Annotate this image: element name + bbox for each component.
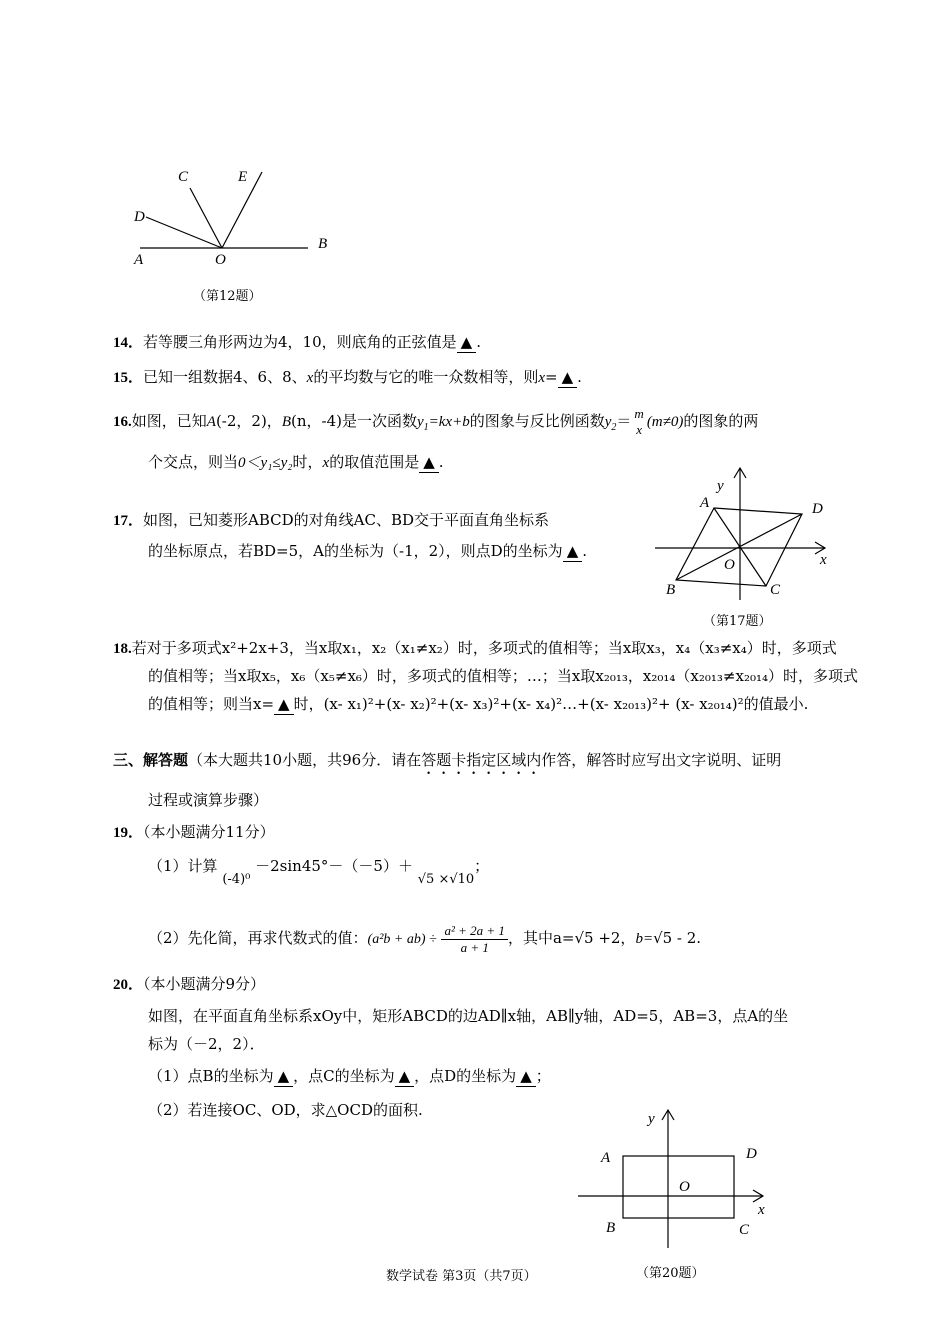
- question-18-line-3: [148, 694, 808, 715]
- fig17-caption: （第17题）: [703, 614, 772, 629]
- q17-line2: 的坐标原点，若BD=5，A的坐标为（-1，2），则点D的坐标为: [148, 542, 563, 560]
- fig20-label-c: C: [739, 1222, 750, 1238]
- q20-blank-c: ▲: [395, 1066, 415, 1087]
- q16-line2a: 个交点，则当: [148, 453, 239, 471]
- q16-eq2: ＝: [616, 412, 632, 430]
- fig17-label-b: B: [666, 582, 676, 598]
- q16-eq1: =kx+b: [428, 414, 470, 430]
- q16-ineq: 0＜y₁≤y₂: [238, 455, 293, 471]
- q16-line1d: 的图象的两: [683, 412, 759, 430]
- section-3-desc1: （本大题共10小题，共96分．请在: [188, 751, 422, 769]
- q15-blank: ▲: [558, 367, 578, 388]
- q16-point-b: B: [281, 414, 291, 430]
- q18-number: 18.: [113, 641, 132, 657]
- q17-end: .: [582, 542, 588, 560]
- q15-pre: 已知一组数据4、6、8、: [143, 368, 307, 386]
- q17-blank: ▲: [563, 541, 583, 562]
- question-19-header: [113, 822, 275, 843]
- fig17-label-a: A: [700, 495, 710, 511]
- q19-p2-fraction: [441, 923, 507, 956]
- question-14: [113, 332, 481, 353]
- q20-p2: （2）若连接OC、OD，求△OCD的面积.: [148, 1101, 423, 1119]
- question-16-line-1: [113, 402, 758, 441]
- q18-line3a: 的值相等；则当x=: [148, 695, 275, 713]
- q19-p1-expr1: (-4)⁰: [222, 872, 251, 887]
- q20-blank-b: ▲: [274, 1066, 294, 1087]
- q20-line2: 标为（－2，2）．: [148, 1035, 265, 1053]
- q19-p2-lhs: (a²b + ab) ÷: [367, 932, 437, 947]
- q15-number: 15．: [113, 370, 144, 386]
- q16-blank: ▲: [419, 452, 439, 473]
- q16-frac-den: x: [636, 422, 642, 437]
- q18-line3b: 时，(x- x₁)²+(x- x₂)²+(x- x₃)²+(x- x₄)²…+(x- x₂₀₁₃)²+ (x- x₂₀₁₄)²的值最小.: [293, 695, 809, 713]
- q15-var-x: x: [306, 370, 314, 386]
- q20-score: （本小题满分9分）: [143, 975, 266, 993]
- q19-p1-expr3: √5 ×√10: [417, 872, 475, 887]
- question-15: [113, 367, 582, 388]
- q19-p1-expr2: －2sin45°－（－5）＋: [255, 857, 413, 875]
- fig17-diag-bd: [676, 514, 802, 580]
- fig12-label-c: C: [178, 169, 189, 185]
- question-20-header: [113, 974, 265, 995]
- section-3-line-2: [148, 790, 268, 810]
- fig12-ray-od: [146, 217, 222, 248]
- q18-line2: 的值相等；当x取x₅，x₆（x₅≠x₆）时，多项式的值相等；…；当x取x₂₀₁₃，x₂₀₁₄（x₂₀₁₃≠x₂₀₁₄）时，多项式: [148, 667, 858, 685]
- q16-fraction: [631, 406, 646, 438]
- fig12-label-a: A: [134, 252, 144, 268]
- q16-line2b: 时，: [292, 453, 323, 471]
- fig12-label-d: D: [134, 209, 145, 225]
- q20-number: 20．: [113, 977, 144, 993]
- fig12-label-o: O: [215, 252, 226, 268]
- q19-part-1: [148, 856, 490, 887]
- question-16-line-2: [148, 452, 444, 473]
- section-3-header: [113, 750, 781, 778]
- q16-line1b: 是一次函数: [341, 412, 417, 430]
- fig12-label-b: B: [318, 236, 328, 252]
- q16-y1-sub: 1: [423, 422, 429, 433]
- q19-score: （本小题满分11分）: [143, 823, 275, 841]
- q19-p1-end: ；: [474, 857, 490, 875]
- q16-y2-sub: 2: [611, 422, 617, 433]
- q16-line2c: 的取值范围是: [329, 453, 420, 471]
- fig20-label-y: y: [648, 1111, 655, 1127]
- section-3-emph: 答题卡指定区域内: [421, 751, 542, 769]
- fig20-label-d: D: [746, 1146, 757, 1162]
- q16-b-coord: (n，-4): [290, 412, 342, 430]
- q15-end: .: [577, 368, 582, 386]
- q14-text: 若等腰三角形两边为4，10，则底角的正弦值是: [143, 333, 457, 351]
- q16-cond: (m≠0): [646, 414, 684, 430]
- fig12-label-e: E: [238, 169, 248, 185]
- section-3-desc3: 过程或演算步骤）: [148, 791, 269, 809]
- fig17-label-y: y: [717, 478, 724, 494]
- fig17-label-x: x: [820, 552, 827, 568]
- q14-blank: ▲: [457, 332, 477, 353]
- fig20-caption: （第20题）: [636, 1266, 705, 1281]
- question-17-line-1: [113, 510, 549, 531]
- q20-p1a: （1）点B的坐标为: [148, 1067, 274, 1085]
- q19-p2-b: b=: [635, 931, 654, 947]
- q20-p1c: ，点D的坐标为: [414, 1067, 517, 1085]
- question-17-line-2: [148, 541, 587, 562]
- figure-12: [120, 160, 350, 275]
- q17-number: 17．: [113, 513, 144, 529]
- section-3-title: 三、解答题: [113, 753, 189, 769]
- q15-var-x2: x: [538, 370, 546, 386]
- question-18-line-1: [113, 638, 837, 659]
- q16-line1c: 的图象与反比例函数: [469, 412, 605, 430]
- q16-point-a: A: [206, 414, 216, 430]
- fig20-label-a: A: [601, 1150, 611, 1166]
- fig12-ray-oc: [190, 188, 222, 248]
- q20-line-1: [148, 1006, 788, 1026]
- q14-end: .: [476, 333, 481, 351]
- q19-p2-bval: √5 - 2.: [653, 929, 702, 947]
- q16-end: .: [438, 453, 444, 471]
- q16-y2: y: [604, 414, 612, 430]
- q15-mid: 的平均数与它的唯一众数相等，则: [313, 368, 539, 386]
- q16-var-x: x: [322, 455, 330, 471]
- page-footer: 数学试卷 第3页（共7页）: [386, 1269, 537, 1284]
- fig20-label-b: B: [606, 1220, 616, 1236]
- q16-y1: y: [416, 414, 424, 430]
- q20-line-2: [148, 1034, 265, 1054]
- q19-p2-where: ，其中a=: [507, 929, 575, 947]
- q14-number: 14．: [113, 335, 144, 351]
- fig17-label-o: O: [724, 557, 735, 573]
- q18-blank: ▲: [274, 694, 294, 715]
- q16-number: 16.: [113, 414, 132, 430]
- q20-part-2: [148, 1100, 423, 1120]
- q16-line1a: 如图，已知: [131, 412, 207, 430]
- fig17-label-d: D: [812, 501, 823, 517]
- fig17-label-c: C: [770, 582, 781, 598]
- q19-part-2: [148, 918, 701, 960]
- q19-p2-num: a² + 2a + 1: [441, 923, 507, 940]
- q16-a-coord: (-2，2)，: [215, 412, 282, 430]
- q19-p2-a: √5 +2，: [574, 929, 636, 947]
- q16-frac-num: m: [634, 406, 644, 421]
- q17-line1: 如图，已知菱形ABCD的对角线AC、BD交于平面直角坐标系: [143, 511, 550, 529]
- fig12-caption: （第12题）: [193, 289, 262, 304]
- fig20-label-x: x: [758, 1202, 765, 1218]
- q20-line1: 如图，在平面直角坐标系xOy中，矩形ABCD的边AD∥x轴，AB∥y轴，AD=5，AB=3，点A的坐: [148, 1007, 789, 1025]
- q18-line1: 若对于多项式x²+2x+3，当x取x₁，x₂（x₁≠x₂）时，多项式的值相等；当x取x₃，x₄（x₃≠x₄）时，多项式: [131, 639, 837, 657]
- q19-number: 19．: [113, 825, 144, 841]
- figure-20: [570, 1100, 780, 1250]
- q19-p1-label: （1）计算: [148, 857, 218, 875]
- q20-part-1: [148, 1066, 551, 1087]
- q20-blank-d: ▲: [516, 1066, 536, 1087]
- section-3-desc2: 作答，解答时应写出文字说明、证明: [541, 751, 782, 769]
- q20-p1-end: ；: [535, 1067, 551, 1085]
- q20-p1b: ，点C的坐标为: [293, 1067, 395, 1085]
- q19-p2-label: （2）先化简，再求代数式的值：: [148, 929, 368, 947]
- fig20-label-o: O: [679, 1179, 690, 1195]
- q15-eq: =: [545, 368, 558, 386]
- q19-p2-den: a + 1: [460, 939, 489, 955]
- question-18-line-2: [148, 666, 858, 686]
- figure-17: [650, 462, 840, 602]
